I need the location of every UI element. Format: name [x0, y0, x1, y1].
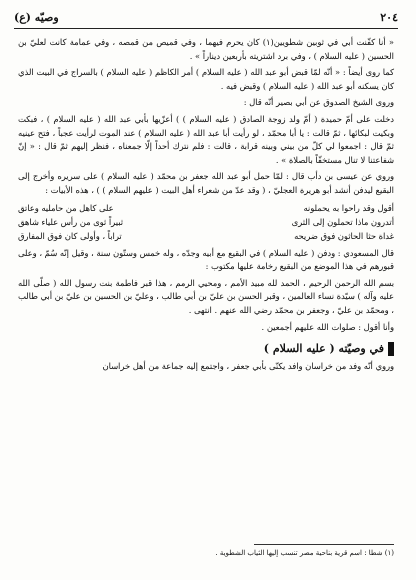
poem-verse — [18, 229, 394, 243]
page-body — [18, 36, 394, 377]
section-title: في وصيّته ( عليه السلام ) — [263, 342, 384, 356]
paragraph: بسم الله الرحمن الرحيم ، الحمد لله مبيد الأمم ، ومحيي الرمم ، هذا قبر فاطمة بنت رسول الله ( صلّى الله عليه وآله ) سيّدة نساء العالمين ، وقبر الحسن بن عليّ بن أبي طالب ، وعليّ بن الحسين بن عليّ بن أبي طالب ، ومحمّد بن عليّ ، وجعفر بن محمّد رضي الله عنهم . انتهى . — [18, 277, 394, 315]
paragraph: وروي أنّه وفد من خراسان وافد يكنّى بأبي جعفر ، واجتمع إليه جماعة من أهل خراسان — [102, 361, 394, 372]
running-title: وصيّه (ع) — [14, 10, 59, 24]
paragraph: وأنا أقول : صلوات الله عليهم أجمعين . — [261, 321, 394, 332]
poem-verse — [18, 215, 394, 229]
hemistich-second: تراباً ، وأولى كان فوق المفارق — [18, 230, 122, 241]
section-heading — [18, 342, 394, 356]
page-header — [14, 6, 398, 29]
paragraph: قال المسعودي : ودفن ( عليه السلام ) في البقيع مع أبيه وجدّه ، وله خمس وستّون سنة ، وقيل إنّه سُمّ ، وعلى قبورهم في هذا الموضع من البقيع رخامة عليها مكتوب : — [18, 247, 394, 272]
page-number: ٢٠٤ — [380, 10, 398, 24]
paragraph: « أنا كفّنت أبي في ثوبين شطويين(١) كان يحرم فيهما ، وفي قميص من قمصه ، وفي عمامة كانت لعليّ بن الحسين ( عليه السلام ) ، وفي برد اشتريته بأربعين ديناراً » . — [18, 37, 394, 61]
paragraph: وروي عن عيسى بن دأب قال : لمّا حمل أبو عبد الله جعفر بن محمّد ( عليه السلام ) على سريره وأخرج إلى البقيع ليدفن أنشد أبو هريرة العجليّ ، ( وقد عدّ من شعراء أهل البيت ( عليهم السلام ) ) ، هذه الأبيات : — [18, 171, 394, 195]
hemistich-second: على كاهل من حامليه وعاتق — [18, 202, 114, 213]
poem-verse — [18, 201, 394, 215]
footnote-divider — [254, 544, 394, 545]
hemistich-second: ثبيراً ثوى من رأس علياء شاهق — [18, 216, 124, 227]
hemistich-first: أتدرون ماذا تحملون إلى الثرى — [291, 216, 394, 227]
poem — [18, 201, 394, 243]
paragraph: دخلت على أمّ حميدة ( أمّ ولد زوجة الصادق ( عليه السلام ) ) أعزّيها بأبي عبد الله ( عليه السلام ) ، فبكت وبكيت لبكائها ، ثمّ قالت : يا أبا محمّد ، لو رأيت أبا عبد الله ( عليه السلام ) عند الموت لرأيت عجباً ، فتح عينيه ثمّ قال : اجمعوا لي كلّ من بيني وبينه قرابة ، قالت : فلم نترك أحداً إلّا جمعناه ، فنظر إليهم ثمّ قال : « إنّ شفاعتنا لا تنال مستخفّاً بالصلاة » . — [18, 113, 394, 165]
footnote: (١) شطا : اسم قرية بناحية مصر تنسب إليها الثياب الشطوية . — [215, 549, 394, 557]
hemistich-first: أقول وقد راحوا به يحملونه — [303, 202, 394, 213]
hemistich-first: غداة حثا الحاثون فوق ضريحه — [294, 230, 394, 241]
paragraph: وروى الشيخ الصدوق عن أبي بصير أنّه قال : — [243, 97, 394, 108]
paragraph: كما روى أيضاً : « أنّه لمّا قبض أبو عبد الله ( عليه السلام ) أمر الكاظم ( عليه السلام ) بالسراج في البيت الذي كان يسكنه أبو عبد الله ( عليه السلام ) وقبض فيه . — [18, 67, 394, 91]
section-marker-icon — [388, 342, 394, 356]
